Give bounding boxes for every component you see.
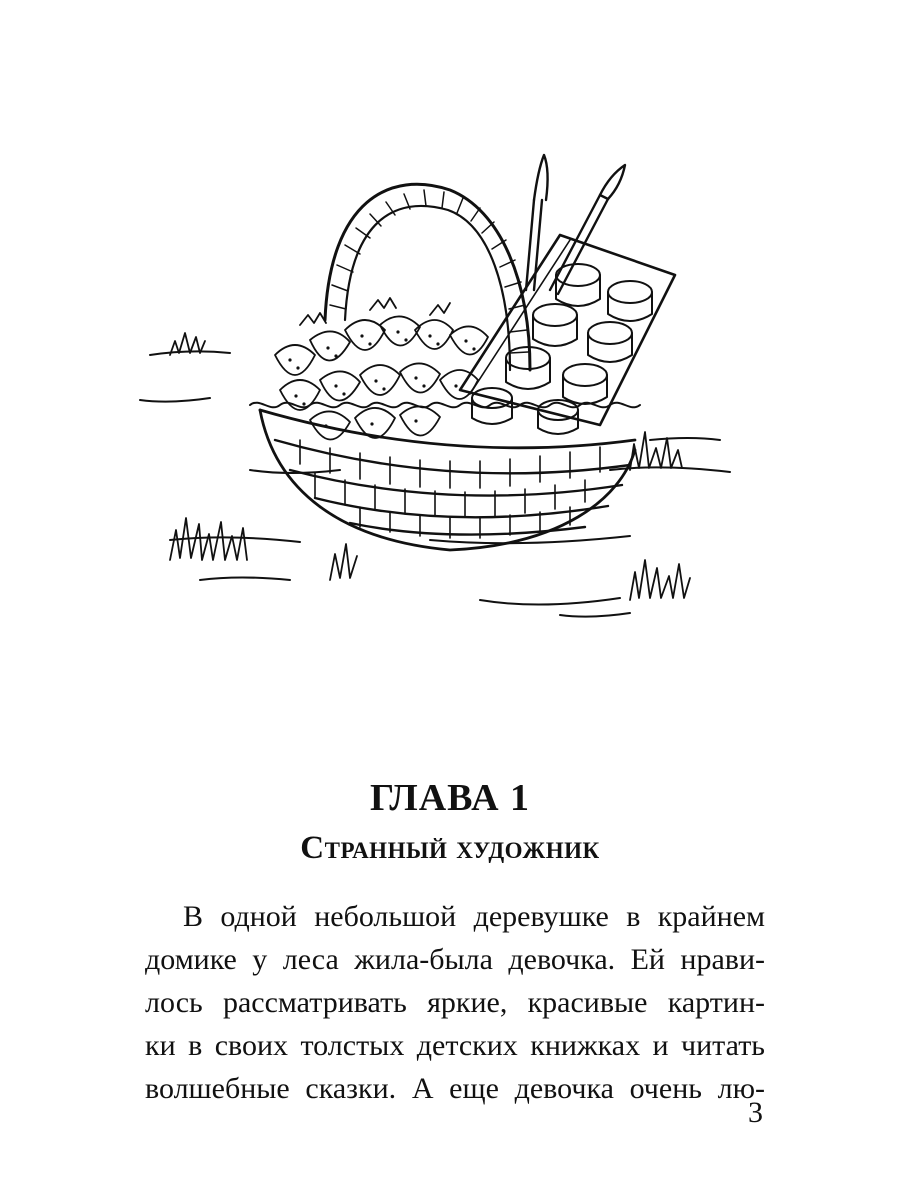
body-line: домике у леса жила-была девочка. Ей нрави- xyxy=(145,943,765,976)
body-line: ки в своих толстых детских книжках и читать xyxy=(145,1029,765,1062)
basket-with-strawberries-and-paints-icon xyxy=(130,140,780,640)
page-number: 3 xyxy=(748,1096,763,1129)
body-paragraph xyxy=(145,895,765,1110)
body-line: В одной небольшой деревушке в крайнем xyxy=(183,900,765,933)
body-line: лось рассматривать яркие, красивые картин- xyxy=(145,986,765,1019)
chapter-number: ГЛАВА 1 xyxy=(369,777,531,819)
chapter-title: Странный художник xyxy=(300,830,600,866)
body-line: волшебные сказки. А еще девочка очень лю- xyxy=(145,1072,765,1105)
